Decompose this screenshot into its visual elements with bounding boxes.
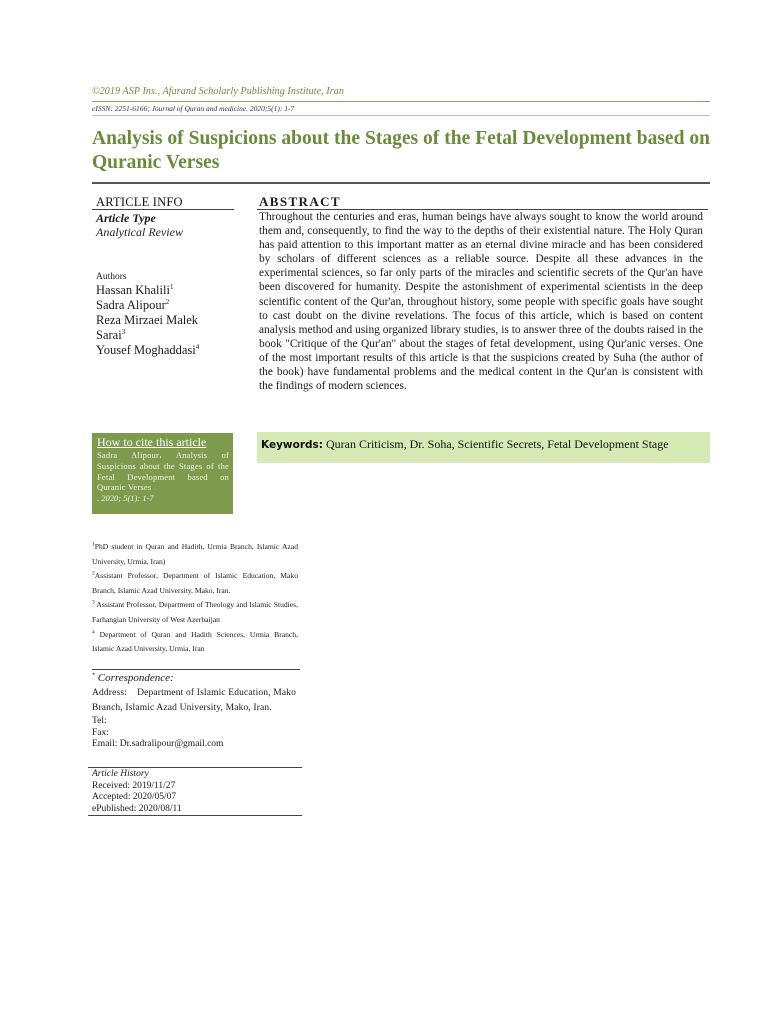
history-rule: [88, 767, 302, 768]
paper-title: Analysis of Suspicions about the Stages of the Fetal Development based on Quranic Verses: [92, 128, 710, 173]
author-item: [96, 343, 199, 358]
affiliation-text: Assistant Professor, Department of Islamic Education, Mako Branch, Islamic Azad University, Mako, Iran.: [92, 571, 298, 595]
published-date: ePublished: 2020/08/11: [92, 803, 182, 814]
header-subrule: [92, 115, 710, 116]
affiliation-mark: 1: [92, 541, 95, 548]
address-label: Address:: [92, 688, 127, 698]
author-affiliation-mark: 3: [121, 327, 126, 336]
history-bottom-rule: [88, 815, 302, 816]
author-affiliation-mark: 4: [195, 342, 200, 351]
author-item: [96, 298, 199, 313]
affiliations: [92, 540, 298, 657]
history-heading: Article History: [92, 769, 149, 779]
author-list: [96, 283, 199, 358]
author-name: Sadra Alipour: [96, 298, 166, 312]
author-name: Reza Mirzaei Malek: [96, 313, 199, 327]
keywords-text: Quran Criticism, Dr. Soha, Scientific Secrets, Fetal Development Stage: [322, 437, 669, 451]
affiliation-rule: [92, 669, 300, 670]
email-line[interactable]: Email: Dr.sadralipour@gmail.com: [92, 739, 224, 749]
author-name: Hassan Khalili: [96, 283, 170, 297]
tel-line: Tel:: [92, 716, 107, 726]
how-to-cite-link[interactable]: How to cite this article: [97, 435, 207, 449]
keywords-label: Keywords:: [261, 439, 323, 451]
article-type-value: Analytical Review: [96, 225, 183, 239]
correspondence-address: [92, 686, 296, 716]
author-affiliation-mark: 1: [169, 282, 174, 291]
journal-issn-line: eISSN: 2251-6166; Journal of Quran and medicine. 2020;5(1): 1-7: [92, 104, 295, 113]
author-name: Sarai: [96, 328, 122, 342]
citation-text: Sadra Alipour، Analysis of Suspicions about the Stages of the Fetal Development based on Quranic Verses: [97, 450, 229, 493]
publisher-line: ©2019 ASP Ins., Afarand Scholarly Publishing Institute, Iran: [92, 86, 344, 97]
keywords-box: [257, 432, 710, 463]
title-rule: [92, 182, 710, 184]
authors-label: Authors: [96, 272, 127, 282]
how-to-cite-box: [92, 433, 233, 514]
affiliation-item: [92, 628, 298, 657]
header-rule: [92, 101, 710, 102]
author-affiliation-mark: 2: [165, 297, 170, 306]
affiliation-text: Assistant Professor, Department of Theology and Islamic Studies, Farhangian University of West Azerbaijan: [92, 600, 298, 624]
author-item: [96, 328, 199, 343]
article-info-rule: [92, 209, 234, 210]
affiliation-text: Department of Quran and Hadith Sciences, Urmia Branch, Islamic Azad University, Urmia, Iran: [92, 629, 298, 654]
author-item: [96, 283, 199, 298]
article-type-label: Article Type: [96, 211, 156, 225]
citation-reference: . 2020; 5(1): 1-7: [97, 493, 154, 504]
author-name: Yousef Moghaddasi: [96, 343, 196, 357]
affiliation-mark: 3: [92, 599, 95, 606]
fax-line: Fax:: [92, 727, 109, 738]
article-history: [92, 769, 182, 815]
affiliation-mark: 2: [92, 570, 95, 577]
affiliation-item: [92, 598, 298, 627]
affiliation-item: [92, 540, 298, 569]
affiliation-text: PhD student in Quran and Hadith, Urmia Branch, Islamic Azad University, Urmia, Iran): [92, 542, 298, 566]
article-info-heading: ARTICLE INFO: [96, 195, 183, 209]
affiliation-item: [92, 569, 298, 598]
received-date: Received: 2019/11/27: [92, 780, 176, 791]
correspondence-label: Correspondence:: [97, 672, 174, 684]
affiliation-mark: 4: [92, 629, 95, 636]
abstract-heading: ABSTRACT: [259, 194, 341, 209]
accepted-date: Accepted: 2020/05/07: [92, 792, 177, 802]
author-item: [96, 313, 199, 328]
correspondence-mark: *: [92, 672, 95, 679]
address-text: Department of Islamic Education, Mako Branch, Islamic Azad University, Mako, Iran.: [92, 688, 296, 713]
abstract-text: Throughout the centuries and eras, human beings have always sought to know the world around them and, consequently, to find the way to the depths of their existential nature. The Holy Quran has paid attention to this important matter as an eternal divine miracle and has been considered by scholars of different sciences as a reliable source. Despite all these advances in the experimental sciences, so far only parts of the miracles and scientific secrets of the Qur'an have been discovered for humanity. Despite the astonishment of experimental scientists in the deep scientific content of the Qur'an, throughout history, some people with specific goals have sought to cast doubt on the divine revelations. The focus of this article, which is based on content analysis method and using organized library studies, is to answer three of the doubts raised in the book "Critique of the Qur'an" about the stages of fetal development, using Qur'anic verses. One of the most important results of this article is that the suspicions created by Suha (the author of the book) have fundamental problems and the medical content in the Qur'an is consistent with the findings of modern sciences.: [259, 211, 703, 393]
correspondence-heading: [92, 671, 296, 686]
correspondence-block: [92, 671, 296, 751]
